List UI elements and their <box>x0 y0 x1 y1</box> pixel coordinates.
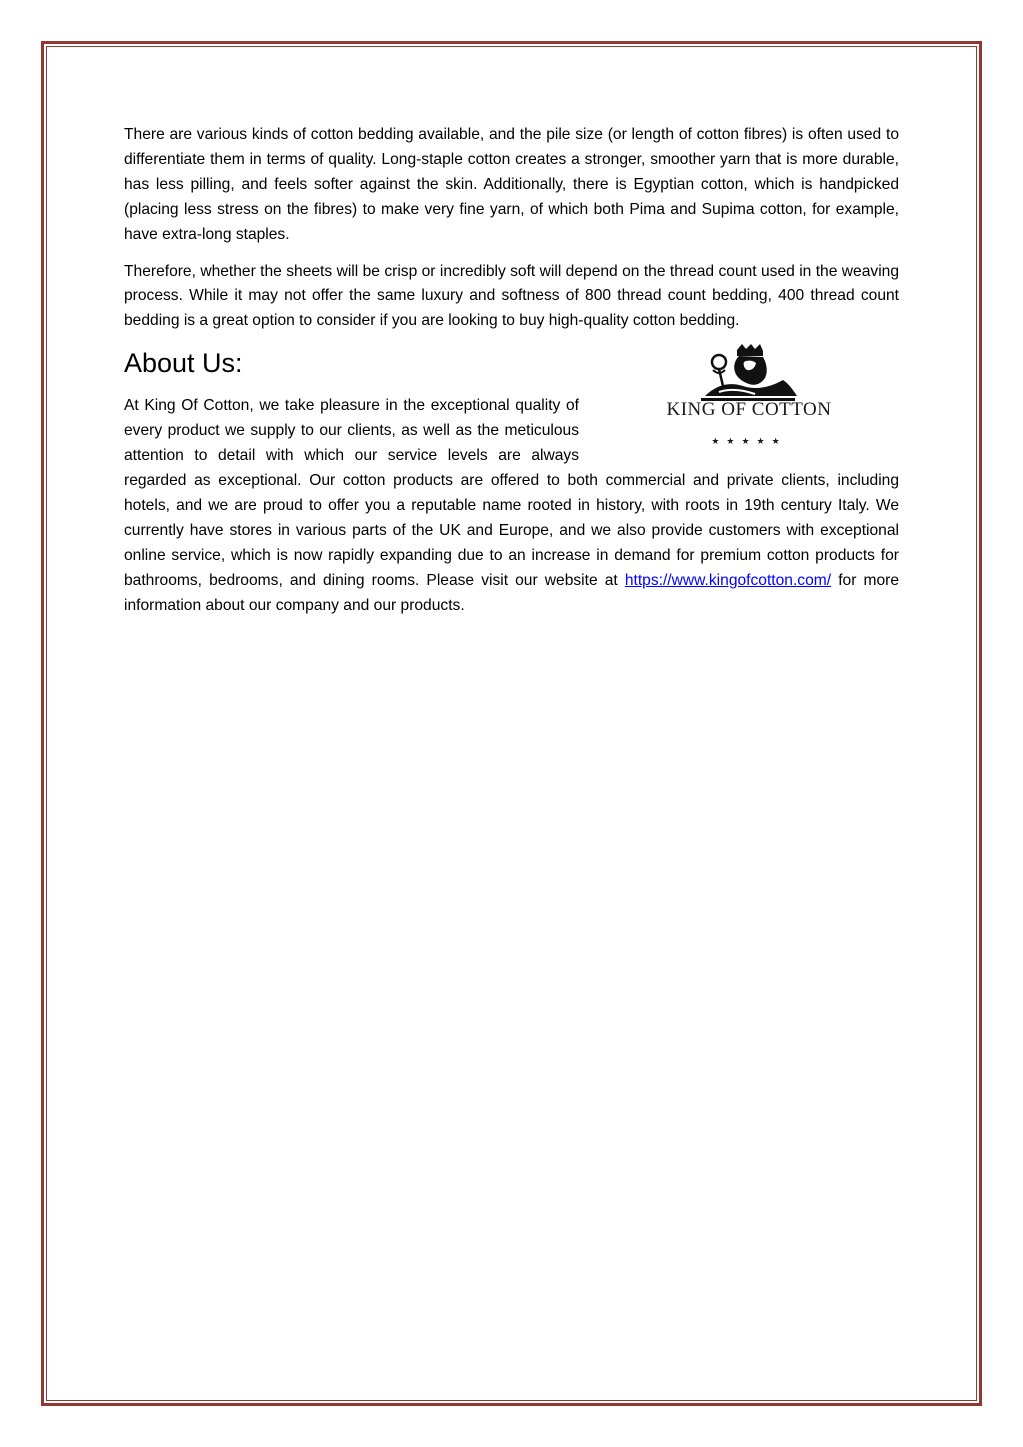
logo-wordmark: KING OF COTTON <box>666 399 832 421</box>
paragraph-cotton-types: There are various kinds of cotton bedding available, and the pile size (or length of cotton fibres) is often used to differentiate them in terms of quality. Long-staple cotton creates a stronger, smoother yarn that is more durable, has less pilling, and feels softer against the skin. Additionally, there is Egyptian cotton, which is handpicked (placing less stress on the fibres) to make very fine yarn, of which both Pima and Supima cotton, for example, have extra-long staples. <box>124 126 899 243</box>
king-of-cotton-logo <box>599 344 899 454</box>
king-emblem-icon <box>697 344 799 402</box>
about-us-text-start: At King Of Cotton, we take pleasure in the exceptional quality of every product we supply to our clients, as well as the meticulous attention to detail with which our service levels are always regarded as exceptional. Our cotton products are offered to both commercial and private clients, including hotels, and we are proud to offer you a reputable name rooted in history, with roots in 19th century Italy. We currently have stores in various parts of the UK and Europe, and we also provide customers with exceptional online service, which is now rapidly expanding due to an increase in demand for premium cotton products for bathrooms, bedrooms, and dining rooms. Please visit our website at <box>124 397 899 589</box>
document-body <box>124 123 899 630</box>
paragraph-about-us <box>124 394 899 618</box>
about-us-text-end: for more information about our company and our products. <box>124 571 900 614</box>
paragraph-thread-count: Therefore, whether the sheets will be crisp or incredibly soft will depend on the thread count used in the weaving process. While it may not offer the same luxury and softness of 800 thread count bedding, 400 thread count bedding is a great option to consider if you are looking to buy high-quality cotton bedding. <box>124 262 899 330</box>
website-link[interactable]: https://www.kingofcotton.com/ <box>624 571 832 589</box>
about-us-heading: About Us: <box>124 348 243 379</box>
logo-stars: ★★★★★ <box>711 437 787 448</box>
